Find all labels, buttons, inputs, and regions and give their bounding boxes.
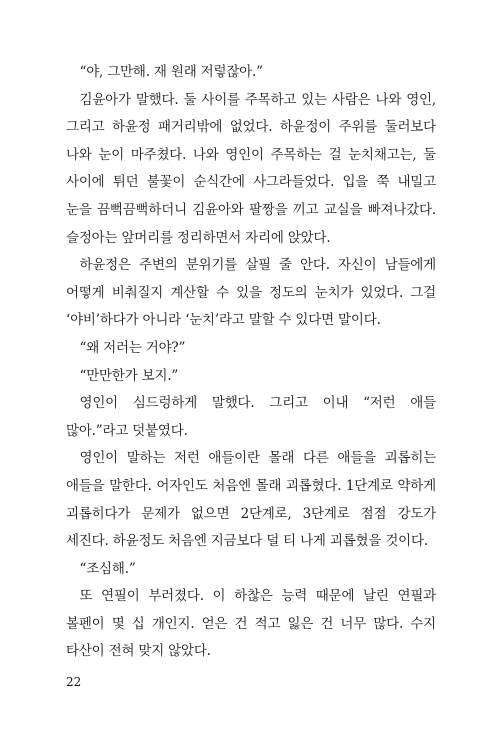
paragraph-6: 영인이 심드렁하게 말했다. 그리고 이내 “저런 애들 많아.”라고 덧붙였다.: [66, 395, 436, 439]
paragraph-8: “조심해.”: [79, 560, 136, 577]
paragraph-3: 하윤정은 주변의 분위기를 살필 줄 안다. 자신이 남들에게 어떻게 비춰질지 계산할 수 있을 정도의 눈치가 있었다. 그걸 ‘야비’하다가 아니라 ‘눈치’라고 말할 수 있다면 말이다.: [66, 257, 436, 329]
paragraph-2: 김윤아가 말했다. 둘 사이를 주목하고 있는 사람은 나와 영인, 그리고 하윤정 패거리밖에 없었다. 하윤정이 주위를 둘러보다 나와 눈이 마주쳤다. 나와 영인이 주목하는 걸 눈치채고는, 둘 사이에 튀던 불꽃이 순식간에 사그라들었다. 입을 쭉 내밀고 눈을 끔뻑끔뻑하더니 김윤아와 팔짱을 끼고 교실을 빠져나갔다. 슬정아는 앞머리를 정리하면서 자리에 앉았다.: [66, 91, 436, 246]
paragraph-5: “만만한가 보지.”: [79, 367, 179, 384]
paragraph-4: “왜 저러는 거야?”: [79, 339, 186, 356]
paragraph-9: 또 연필이 부러졌다. 이 하찮은 능력 때문에 날린 연필과 볼펜이 몇 십 개인지. 얻은 건 적고 잃은 건 너무 많다. 수지 타산이 전혀 맞지 않았다.: [66, 588, 436, 660]
body-text: [66, 59, 436, 666]
paragraph-7: 영인이 말하는 저런 애들이란 몰래 다른 애들을 괴롭히는 애들을 말한다. 어자인도 처음엔 몰래 괴롭혔다. 1단계로 약하게 괴롭히다가 문제가 없으면 2단계로, 3단계로 점점 강도가 세진다. 하윤정도 처음엔 지금보다 덜 티 나게 괴롭혔을 것이다.: [66, 450, 436, 550]
paragraph-1: “야, 그만해. 재 원래 저렇잖아.”: [79, 64, 263, 80]
page-number: 22: [66, 675, 82, 689]
